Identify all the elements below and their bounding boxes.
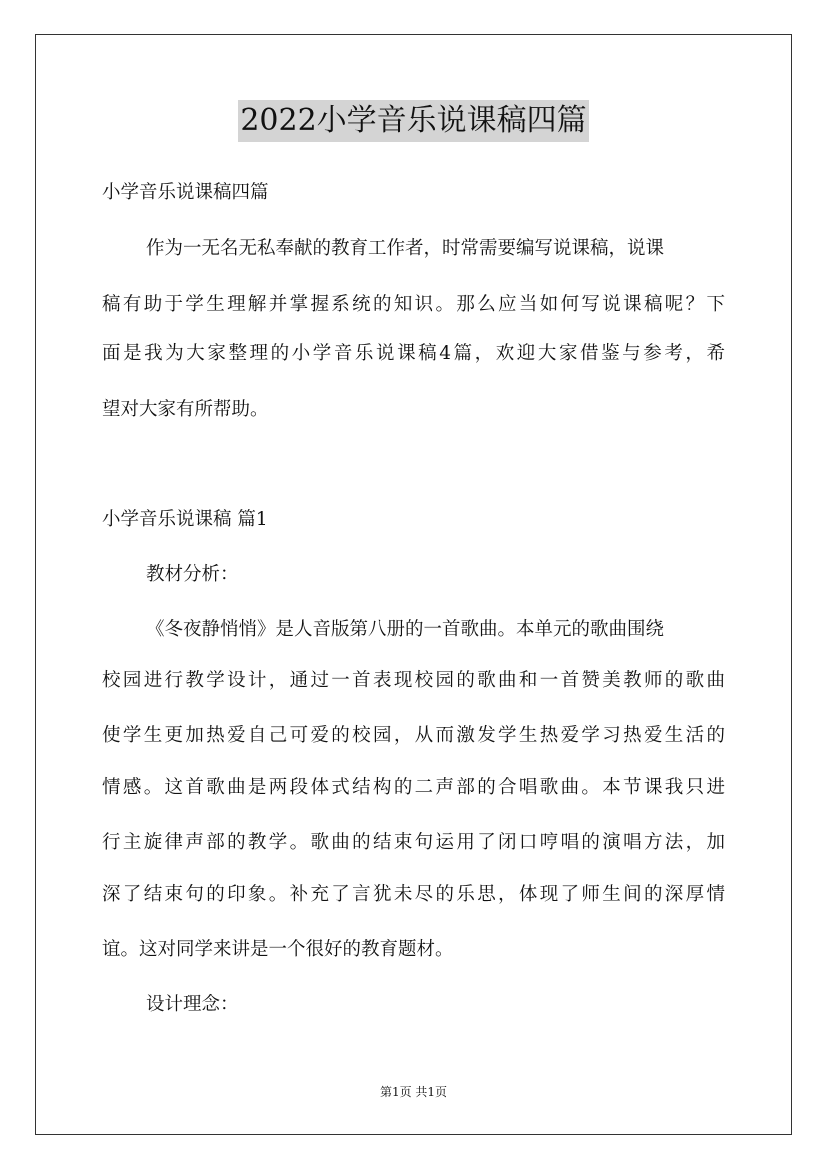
title-container — [0, 100, 827, 142]
design-heading: 设计理念： — [146, 994, 239, 1015]
analysis-line-3: 使学生更加热爱自己可爱的校园，从而激发学生热爱学习热爱生活的 — [102, 725, 725, 746]
intro-line-4: 望对大家有所帮助。 — [102, 399, 269, 420]
intro-line-2: 稿有助于学生理解并掌握系统的知识。那么应当如何写说课稿呢？下 — [102, 294, 725, 315]
section-heading: 小学音乐说课稿 篇1 — [102, 509, 268, 530]
intro-line-3: 面是我为大家整理的小学音乐说课稿4篇，欢迎大家借鉴与参考，希 — [102, 343, 725, 364]
analysis-heading: 教材分析： — [146, 564, 239, 585]
intro-line-1: 作为一无名无私奉献的教育工作者，时常需要编写说课稿，说课 — [146, 238, 665, 259]
analysis-line-1: 《冬夜静悄悄》是人音版第八册的一首歌曲。本单元的歌曲围绕 — [146, 619, 665, 640]
document-subtitle: 小学音乐说课稿四篇 — [102, 182, 269, 203]
document-title: 2022小学音乐说课稿四篇 — [238, 100, 588, 142]
analysis-line-5: 行主旋律声部的教学。歌曲的结束句运用了闭口哼唱的演唱方法，加 — [102, 832, 725, 853]
analysis-line-4: 情感。这首歌曲是两段体式结构的二声部的合唱歌曲。本节课我只进 — [102, 777, 725, 798]
analysis-line-7: 谊。这对同学来讲是一个很好的教育题材。 — [102, 939, 454, 960]
page-footer: 第1页 共1页 — [379, 1085, 448, 1099]
analysis-line-2: 校园进行教学设计，通过一首表现校园的歌曲和一首赞美教师的歌曲 — [102, 670, 725, 691]
analysis-line-6: 深了结束句的印象。补充了言犹未尽的乐思，体现了师生间的深厚情 — [102, 884, 725, 905]
